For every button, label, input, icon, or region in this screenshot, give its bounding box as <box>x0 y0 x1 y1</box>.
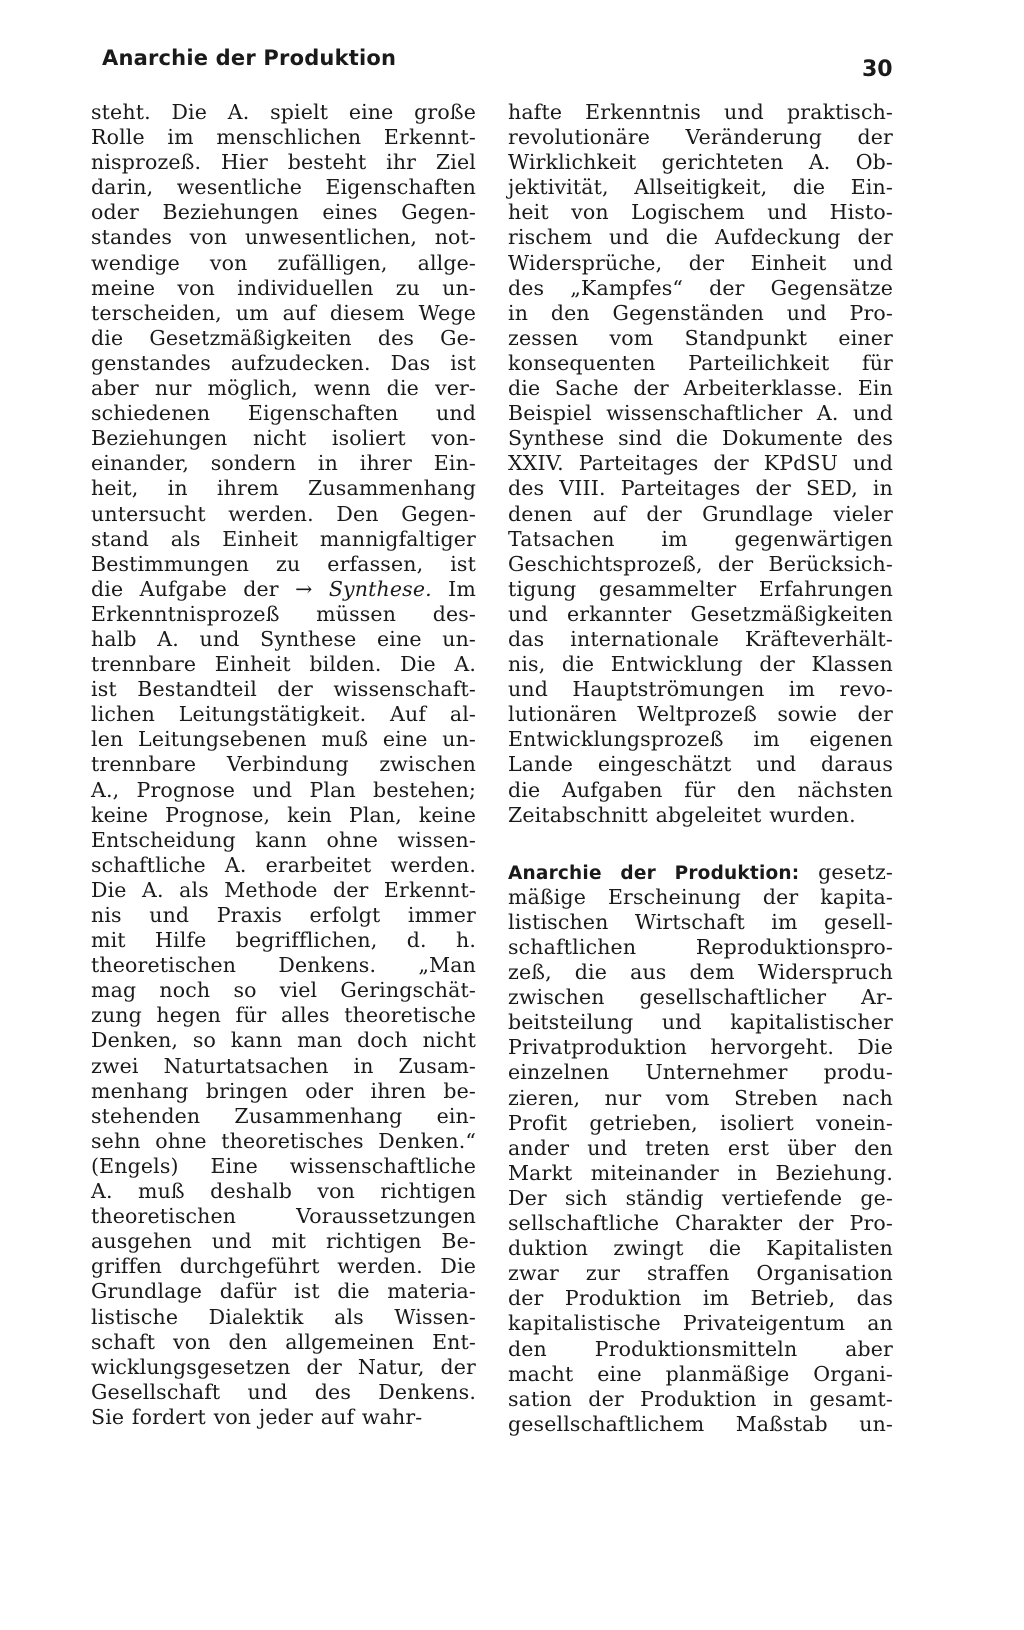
text-line: Profit getrieben, isoliert vonein- <box>508 1110 893 1135</box>
text-line: menhang bringen oder ihren be- <box>91 1078 476 1103</box>
text-line: A. muß deshalb von richtigen <box>91 1179 476 1204</box>
text-line: untersucht werden. Den Gegen- <box>91 501 476 526</box>
text-line: jektivität, Allseitigkeit, die Ein- <box>508 175 893 200</box>
text-line: zwei Naturtatsachen in Zusam- <box>91 1053 476 1078</box>
text-line: mäßige Erscheinung der kapita- <box>508 884 893 909</box>
text-line: in den Gegenständen und Pro- <box>508 300 893 325</box>
text-line: heit von Logischem und Histo- <box>508 200 893 225</box>
text-line: steht. Die A. spielt eine große <box>91 100 476 124</box>
text-line: Rolle im menschlichen Erkennt- <box>91 125 476 150</box>
text-line: duktion zwingt die Kapitalisten <box>508 1236 893 1261</box>
text-line: Wirklichkeit gerichteten A. Ob- <box>508 150 893 175</box>
text-line: kapitalistische Privateigentum an <box>508 1311 893 1336</box>
text-line: stehenden Zusammenhang ein- <box>91 1103 476 1128</box>
text-line: Synthese sind die Dokumente des <box>508 426 893 451</box>
text-line: nis, die Entwicklung der Klassen <box>508 652 893 677</box>
text-line: Die A. als Methode der Erkennt- <box>91 877 476 902</box>
text-line: aber nur möglich, wenn die ver- <box>91 376 476 401</box>
text-line: XXIV. Parteitages der KPdSU und <box>508 451 893 476</box>
text-line: Markt miteinander in Beziehung. <box>508 1160 893 1185</box>
text-line: den Produktionsmitteln aber <box>508 1336 893 1361</box>
page-number: 30 <box>862 57 893 82</box>
text-line: ausgehen und mit richtigen Be- <box>91 1229 476 1254</box>
text-line: len Leitungsebenen muß eine un- <box>91 727 476 752</box>
text-line: Zeitabschnitt abgeleitet wurden. <box>508 802 856 827</box>
text-line: schaft von den allgemeinen Ent- <box>91 1329 476 1354</box>
text-line: listische Dialektik als Wissen- <box>91 1304 476 1329</box>
text-line: Der sich ständig vertiefende ge- <box>508 1185 893 1210</box>
text-line: macht eine planmäßige Organi- <box>508 1361 893 1386</box>
text-line: stand als Einheit mannigfaltiger <box>91 526 476 551</box>
text-line: wendige von zufälligen, allge- <box>91 250 476 275</box>
text-line: zwar zur straffen Organisation <box>508 1261 893 1286</box>
text-line: theoretischen Denkens. „Man <box>91 953 476 978</box>
text-line: heit, in ihrem Zusammenhang <box>91 476 476 501</box>
text-line: die Sache der Arbeiterklasse. Ein <box>508 376 893 401</box>
text-line: Gesellschaft und des Denkens. <box>91 1379 476 1404</box>
right-column-continuation <box>508 100 893 828</box>
text-line: zeß, die aus dem Widerspruch <box>508 960 893 985</box>
text-line: zwischen gesellschaftlicher Ar- <box>508 985 893 1010</box>
dictionary-entry <box>508 860 893 1437</box>
text-line: meine von individuellen zu un- <box>91 275 476 300</box>
text-line: Entscheidung kann ohne wissen- <box>91 827 476 852</box>
text-line: gesellschaftlichem Maßstab un- <box>508 1411 893 1436</box>
text-line: tigung gesammelter Erfahrungen <box>508 576 893 601</box>
text-line: griffen durchgeführt werden. Die <box>91 1254 476 1279</box>
text-line: mit Hilfe begrifflichen, d. h. <box>91 928 476 953</box>
text-line: einzelnen Unternehmer produ- <box>508 1060 893 1085</box>
text-line: nis und Praxis erfolgt immer <box>91 903 476 927</box>
text-line: keine Prognose, kein Plan, keine <box>91 802 476 827</box>
text-line: schaftliche A. erarbeitet werden. <box>91 852 476 877</box>
text-line: ist Bestandteil der wissenschaft- <box>91 677 476 702</box>
text-line: und Hauptströmungen im revo- <box>508 677 893 702</box>
entry-gap <box>508 828 893 860</box>
text-line: zessen vom Standpunkt einer <box>508 325 893 350</box>
text-line: die Aufgaben für den nächsten <box>508 777 893 802</box>
text-line: theoretischen Voraussetzungen <box>91 1204 476 1229</box>
running-head: Anarchie der Produktion <box>102 46 397 70</box>
text-line: standes von unwesentlichen, not- <box>91 225 476 250</box>
text-line: halb A. und Synthese eine un- <box>91 626 476 651</box>
text-line: des VIII. Parteitages der SED, in <box>508 476 893 501</box>
text-line: Lande eingeschätzt und daraus <box>508 752 893 777</box>
entry-body <box>508 885 893 1437</box>
text-line: Beispiel wissenschaftlicher A. und <box>508 401 893 426</box>
text-line: (Engels) Eine wissenschaftliche <box>91 1153 476 1178</box>
text-line: Entwicklungsprozeß im eigenen <box>508 727 893 752</box>
entry-headword: Anarchie der Produktion: <box>508 862 800 884</box>
text-line: trennbare Einheit bilden. Die A. <box>91 652 476 677</box>
text-line: und erkannter Gesetzmäßigkeiten <box>508 601 893 626</box>
text-line: des „Kampfes“ der Gegensätze <box>508 275 893 300</box>
text-line: Erkenntnisprozeß müssen des- <box>91 601 476 626</box>
text-line: das internationale Kräfteverhält- <box>508 626 893 651</box>
text-line: denen auf der Grundlage vieler <box>508 501 893 526</box>
text-line: lichen Leitungstätigkeit. Auf al- <box>91 702 476 727</box>
entry-first-line <box>508 860 893 885</box>
text-line: genstandes aufzudecken. Das ist <box>91 350 476 375</box>
text-line: Grundlage dafür ist die materia- <box>91 1279 476 1304</box>
text-line: Geschichtsprozeß, der Berücksich- <box>508 551 893 576</box>
text-line: Tatsachen im gegenwärtigen <box>508 526 893 551</box>
text-line: schiedenen Eigenschaften und <box>91 401 476 426</box>
text-line: konsequenten Parteilichkeit für <box>508 350 893 375</box>
text-line: mag noch so viel Geringschät- <box>91 978 476 1003</box>
text-line: schaftlichen Reproduktionspro- <box>508 935 893 959</box>
text-line: oder Beziehungen eines Gegen- <box>91 200 476 225</box>
text-line: Sie fordert von jeder auf wahr- <box>91 1404 423 1429</box>
text-line: sation der Produktion in gesamt- <box>508 1386 893 1411</box>
text-line: zung hegen für alles theoretische <box>91 1003 476 1028</box>
text-line: zieren, nur vom Streben nach <box>508 1085 893 1110</box>
right-column <box>508 100 893 1437</box>
text-line: terscheiden, um auf diesem Wege <box>91 300 476 325</box>
text-line: Bestimmungen zu erfassen, ist <box>91 551 476 576</box>
text-line: A., Prognose und Plan bestehen; <box>91 777 476 802</box>
text-line: die Gesetzmäßigkeiten des Ge- <box>91 325 476 350</box>
text-line: trennbare Verbindung zwischen <box>91 752 476 777</box>
text-line: listischen Wirtschaft im gesell- <box>508 909 893 934</box>
text-line: revolutionäre Veränderung der <box>508 125 893 150</box>
text-line: nisprozeß. Hier besteht ihr Ziel <box>91 150 476 175</box>
cross-reference: Synthese. <box>328 576 432 601</box>
text-line: die Aufgabe der → Synthese. Im <box>91 576 476 601</box>
text-line: Beziehungen nicht isoliert von- <box>91 426 476 451</box>
text-line: der Produktion im Betrieb, das <box>508 1286 893 1311</box>
text-line: sehn ohne theoretisches Denken.“ <box>91 1128 476 1153</box>
text-line: beitsteilung und kapitalistischer <box>508 1010 893 1035</box>
text-line: Denken, so kann man doch nicht <box>91 1028 476 1053</box>
text-line: Privatproduktion hervorgeht. Die <box>508 1035 893 1060</box>
text-line: rischem und die Aufdeckung der <box>508 225 893 250</box>
text-line: einander, sondern in ihrer Ein- <box>91 451 476 476</box>
text-line: hafte Erkenntnis und praktisch- <box>508 100 893 124</box>
text-line: ander und treten erst über den <box>508 1135 893 1160</box>
text-line: Widersprüche, der Einheit und <box>508 250 893 275</box>
text-line: sellschaftliche Charakter der Pro- <box>508 1211 893 1236</box>
left-column <box>91 100 476 1430</box>
text-line: wicklungsgesetzen der Natur, der <box>91 1354 476 1379</box>
entry-first-line-text: gesetz- <box>799 859 893 884</box>
text-line: darin, wesentliche Eigenschaften <box>91 175 476 200</box>
text-line: lutionären Weltprozeß sowie der <box>508 702 893 727</box>
